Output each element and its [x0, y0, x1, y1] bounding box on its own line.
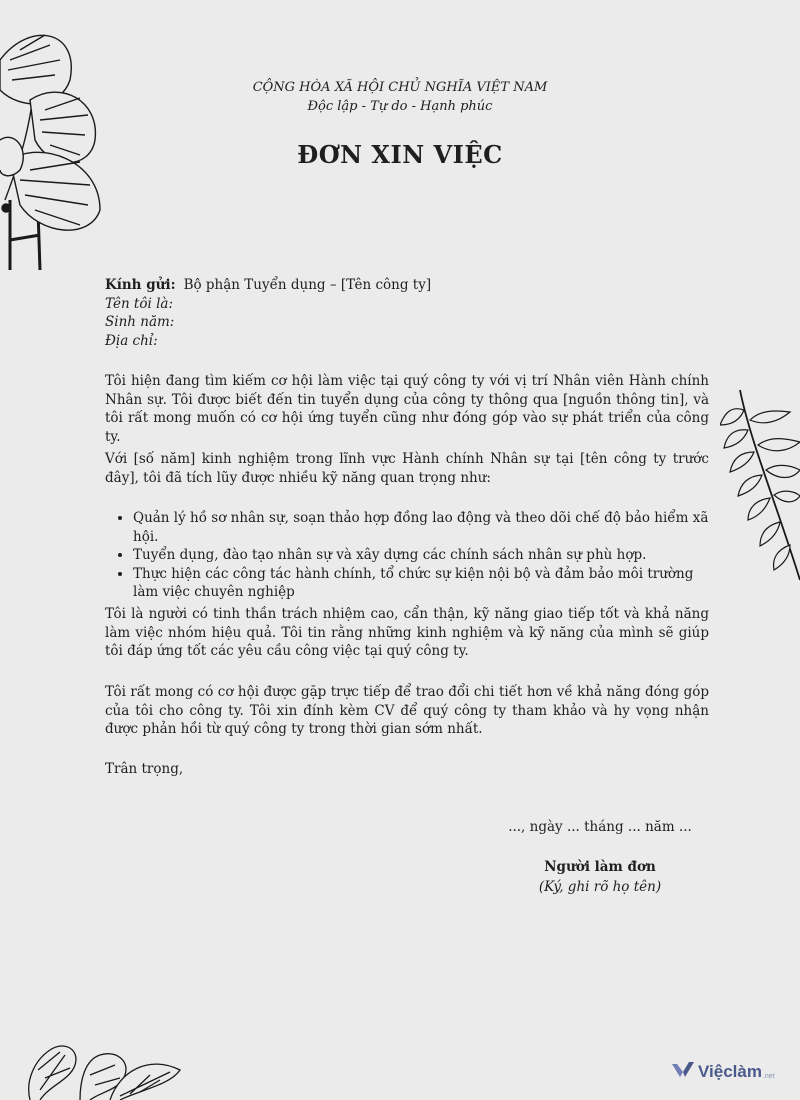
brand-v-icon — [672, 1062, 694, 1082]
list-item: • Tuyển dụng, đào tạo nhân sự và xây dựng các chính sách nhân sự phù hợp. — [133, 546, 709, 565]
brand-name: Việclàm — [698, 1062, 762, 1081]
list-item: • Quản lý hồ sơ nhân sự, soạn thảo hợp đồng lao động và theo dõi chế độ bảo hiểm xã hội. — [133, 509, 709, 546]
closing-salutation: Trân trọng, — [105, 761, 184, 777]
skills-list — [105, 509, 709, 602]
signer-title: Người làm đơn — [544, 859, 656, 875]
date-line: ..., ngày ... tháng ... năm ... — [508, 819, 692, 835]
dob-label: Sinh năm: — [105, 314, 175, 330]
document-title: ĐƠN XIN VIỆC — [297, 140, 503, 169]
paragraph-qualities: Tôi là người có tinh thần trách nhiệm cao, cẩn thận, kỹ năng giao tiếp tốt và khả năng làm việc nhóm hiệu quả. Tôi tin rằng những kinh nghiệm và kỹ năng của mình sẽ giúp tôi đáp ứng tốt các yêu cầu công việc tại quý công ty. — [105, 606, 709, 659]
name-label: Tên tôi là: — [105, 295, 174, 312]
address-label: Địa chỉ: — [105, 332, 158, 349]
flower-plant-illustration — [20, 1030, 190, 1100]
brand-suffix: .net — [762, 1072, 775, 1080]
paragraph-experience: Với [số năm] kinh nghiệm trong lĩnh vực Hành chính Nhân sự tại [tên công ty trước đây], tôi đã tích lũy được nhiều kỹ năng quan trọng như: — [105, 451, 709, 486]
brand-logo — [672, 1062, 775, 1082]
applicant-info — [105, 276, 431, 350]
fern-leaf-illustration — [720, 380, 800, 590]
document-header — [0, 78, 800, 116]
paragraph-request: Tôi rất mong có cơ hội được gặp trực tiếp để trao đổi chi tiết hơn về khả năng đóng góp của tôi cho công ty. Tôi xin đính kèm CV để quý công ty tham khảo và hy vọng nhận được phản hồi từ quý công ty trong thời gian sớm nhất. — [105, 684, 709, 737]
paragraph-intro: Tôi hiện đang tìm kiếm cơ hội làm việc tại quý công ty với vị trí Nhân viên Hành chính Nhân sự. Tôi được biết đến tin tuyển dụng của công ty thông qua [nguồn thông tin], và tôi rất mong muốn có cơ hội ứng tuyển cũng như đóng góp vào sự phát triển của công ty. — [105, 373, 709, 445]
signature-note: (Ký, ghi rõ họ tên) — [538, 879, 662, 895]
recipient-value: Bộ phận Tuyển dụng – [Tên công ty] — [183, 277, 432, 293]
list-item: • Thực hiện các công tác hành chính, tổ chức sự kiện nội bộ và đảm bảo môi trường làm việc chuyên nghiệp — [133, 565, 709, 602]
national-title: CỘNG HÒA XÃ HỘI CHỦ NGHĨA VIỆT NAM — [252, 80, 548, 95]
recipient-label: Kính gửi: — [105, 277, 176, 293]
recipient-line — [105, 276, 431, 295]
national-motto: Độc lập - Tự do - Hạnh phúc — [307, 99, 493, 114]
